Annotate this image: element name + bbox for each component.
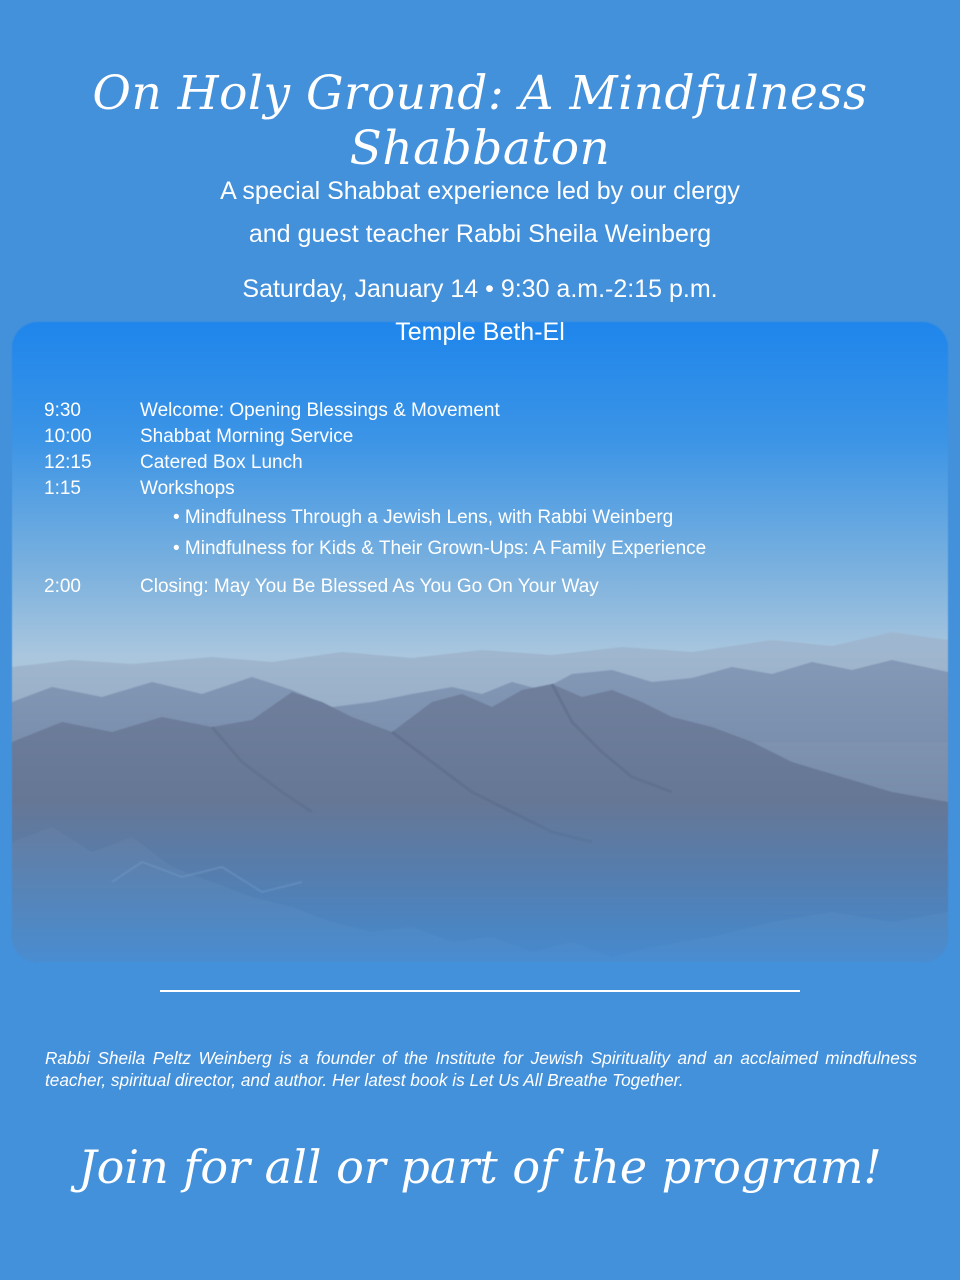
event-location: Temple Beth-El bbox=[395, 318, 565, 346]
schedule-row bbox=[44, 398, 924, 424]
schedule-label: Welcome: Opening Blessings & Movement bbox=[140, 400, 500, 421]
call-to-action: Join for all or part of the program! bbox=[78, 1140, 882, 1194]
schedule-row bbox=[44, 450, 924, 476]
workshop-item: • Mindfulness for Kids & Their Grown-Ups: A Family Experience bbox=[173, 538, 707, 559]
workshop-item: • Mindfulness Through a Jewish Lens, with Rabbi Weinberg bbox=[173, 507, 674, 528]
schedule-row bbox=[44, 476, 924, 502]
schedule-label: Workshops bbox=[140, 478, 235, 499]
subtitle-line-1: A special Shabbat experience led by our clergy bbox=[220, 177, 740, 205]
schedule-time: 2:00 bbox=[44, 576, 81, 597]
event-when bbox=[0, 268, 960, 354]
schedule-label: Closing: May You Be Blessed As You Go On Your Way bbox=[140, 576, 599, 597]
schedule-label: Catered Box Lunch bbox=[140, 452, 303, 473]
schedule-time: 9:30 bbox=[44, 400, 81, 421]
schedule-row bbox=[44, 424, 924, 450]
subtitle-line-2: and guest teacher Rabbi Sheila Weinberg bbox=[248, 220, 712, 248]
event-subtitle bbox=[0, 170, 960, 256]
divider bbox=[160, 990, 800, 992]
event-title: On Holy Ground: A Mindfulness Shabbaton bbox=[92, 66, 868, 176]
teacher-bio: Rabbi Sheila Peltz Weinberg is a founder of the Institute for Jewish Spirituality and an acclaimed mindfulness teacher, spiritual director, and author. Her latest book is Let Us All Breathe Together. bbox=[45, 1048, 917, 1091]
schedule-time: 12:15 bbox=[44, 452, 92, 473]
schedule-time: 1:15 bbox=[44, 478, 81, 499]
schedule-time: 10:00 bbox=[44, 426, 92, 447]
schedule-label: Shabbat Morning Service bbox=[140, 426, 354, 447]
schedule bbox=[44, 398, 924, 600]
event-date-time: Saturday, January 14 • 9:30 a.m.-2:15 p.m. bbox=[242, 275, 718, 303]
schedule-row bbox=[44, 574, 924, 600]
